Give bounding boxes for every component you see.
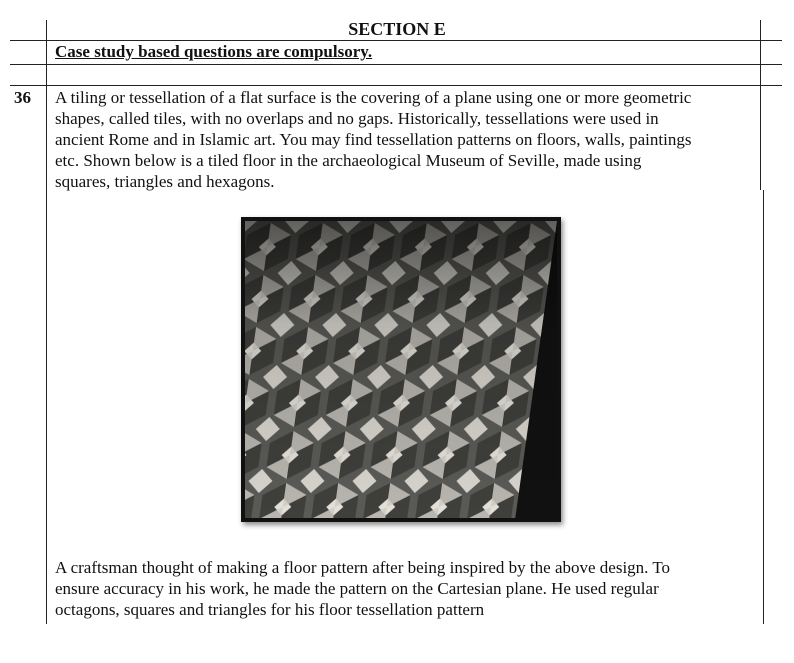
rule-top-2 [10, 64, 782, 65]
intro-line: squares, triangles and hexagons. [55, 172, 275, 191]
instructions-text: Case study based questions are compulsory. [55, 42, 373, 61]
section-title: SECTION E [348, 19, 446, 39]
intro-line: ancient Rome and in Islamic art. You may find tessellation patterns on floors, walls, paintings [55, 130, 692, 149]
rule-right-lower [763, 190, 764, 624]
tessellation-illustration [245, 221, 557, 518]
intro-line: shapes, called tiles, with no overlaps and no gaps. Historically, tessellations were used in [55, 109, 659, 128]
question-followup [55, 557, 760, 620]
intro-line: etc. Shown below is a tiled floor in the archaeological Museum of Seville, made using [55, 151, 642, 170]
rule-right-upper [760, 20, 761, 190]
rule-left-col [46, 20, 47, 624]
followup-line: octagons, squares and triangles for his floor tessellation pattern [55, 600, 485, 619]
rule-top-3 [10, 85, 782, 86]
rule-top-1 [10, 40, 782, 41]
intro-line: A tiling or tessellation of a flat surface is the covering of a plane using one or more geometric [55, 88, 692, 107]
question-intro [55, 87, 760, 192]
followup-line: A craftsman thought of making a floor pattern after being inspired by the above design. To [55, 558, 671, 577]
question-number: 36 [14, 88, 31, 107]
followup-line: ensure accuracy in his work, he made the pattern on the Cartesian plane. He used regular [55, 579, 659, 598]
tiled-floor-photo [241, 217, 561, 522]
